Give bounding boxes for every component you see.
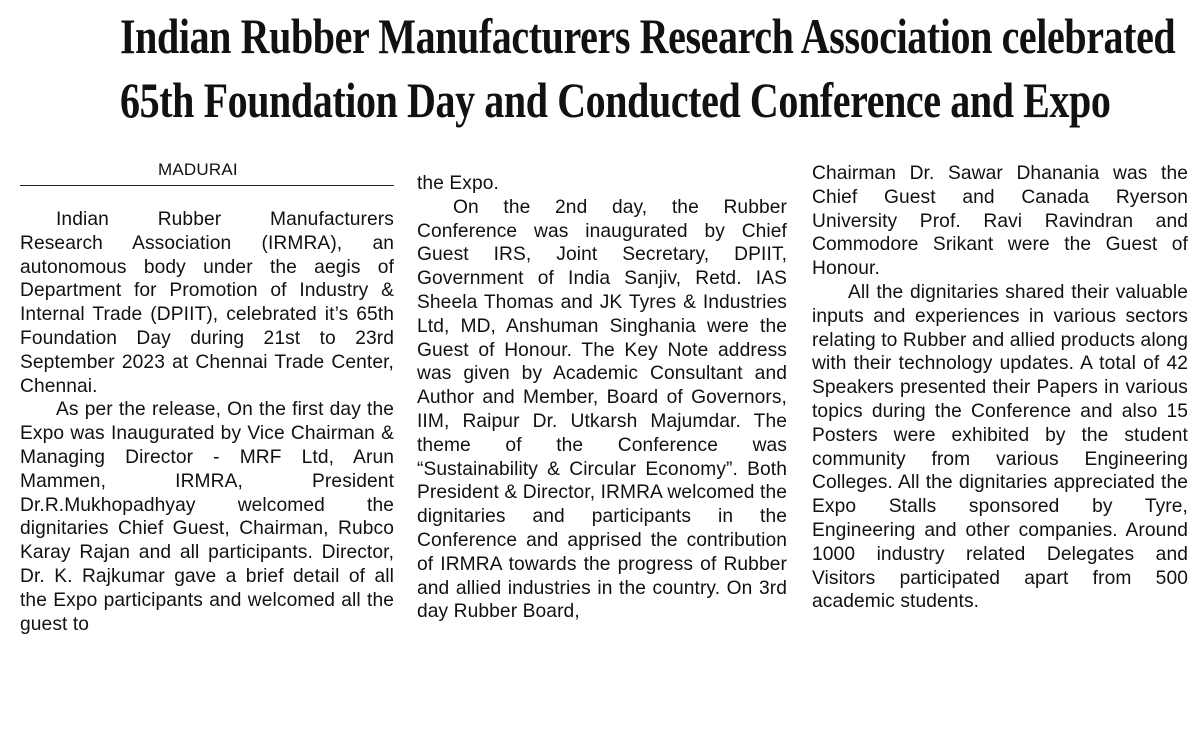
headline	[120, 4, 1176, 132]
headline-line-1: Indian Rubber Manufacturers Research Association celebrated	[120, 8, 1176, 64]
article-column-1	[20, 208, 394, 636]
article-column-3	[812, 162, 1188, 614]
article-column-2	[417, 172, 787, 624]
paragraph-continuation: the Expo.	[417, 173, 499, 194]
dateline-rule	[20, 158, 394, 186]
paragraph-third-day: Chairman Dr. Sawar Dhanania was the Chief Guest and Canada Ryerson University Prof. Ravi Ravindran and Commodore Srikant were the Guest of Honour.	[812, 163, 1188, 280]
paragraph-intro: Indian Rubber Manufacturers Research Association (IRMRA), an autonomous body under the aegis of Department for Promotion of Industry & Internal Trade (DPIIT), celebrated it’s 65th Foundation Day during 21st to 23rd September 2023 at Chennai Trade Center, Chennai.	[20, 209, 394, 397]
paragraph-summary: All the dignitaries shared their valuable inputs and experiences in various sectors relating to Rubber and allied products along with their technology updates. A total of 42 Speakers presented their Papers in various topics during the Conference and also 15 Posters were exhibited by the student community from various Engineering Colleges. All the dignitaries appreciated the Expo Stalls sponsored by Tyre, Engineering and other companies. Around 1000 industry related Delegates and Visitors participated apart from 500 academic students.	[812, 281, 1188, 613]
paragraph-second-day: On the 2nd day, the Rubber Conference was inaugurated by Chief Guest IRS, Joint Secretary, DPIIT, Government of India Sanjiv, Retd. IAS Sheela Thomas and JK Tyres & Industries Ltd, MD, Anshuman Singhania were the Guest of Honour. The Key Note address was given by Academic Consultant and Author and Member, Board of Governors, IIM, Raipur Dr. Utkarsh Majumdar. The theme of the Conference was “Sustainability & Circular Economy”. Both President & Director, IRMRA welcomed the dignitaries and participants in the Conference and apprised the contribution of IRMRA towards the progress of Rubber and allied industries in the country. On 3rd day Rubber Board,	[417, 196, 787, 623]
dateline: MADURAI	[158, 160, 238, 179]
headline-line-2: 65th Foundation Day and Conducted Conference and Expo	[120, 72, 1111, 128]
paragraph-first-day: As per the release, On the first day the Expo was Inaugurated by Vice Chairman & Managing Director - MRF Ltd, Arun Mammen, IRMRA, President Dr.R.Mukhopadhyay welcomed the dignitaries Chief Guest, Chairman, Rubco Karay Rajan and all participants. Director, Dr. K. Rajkumar gave a brief detail of all the Expo participants and welcomed all the guest to	[20, 399, 394, 635]
